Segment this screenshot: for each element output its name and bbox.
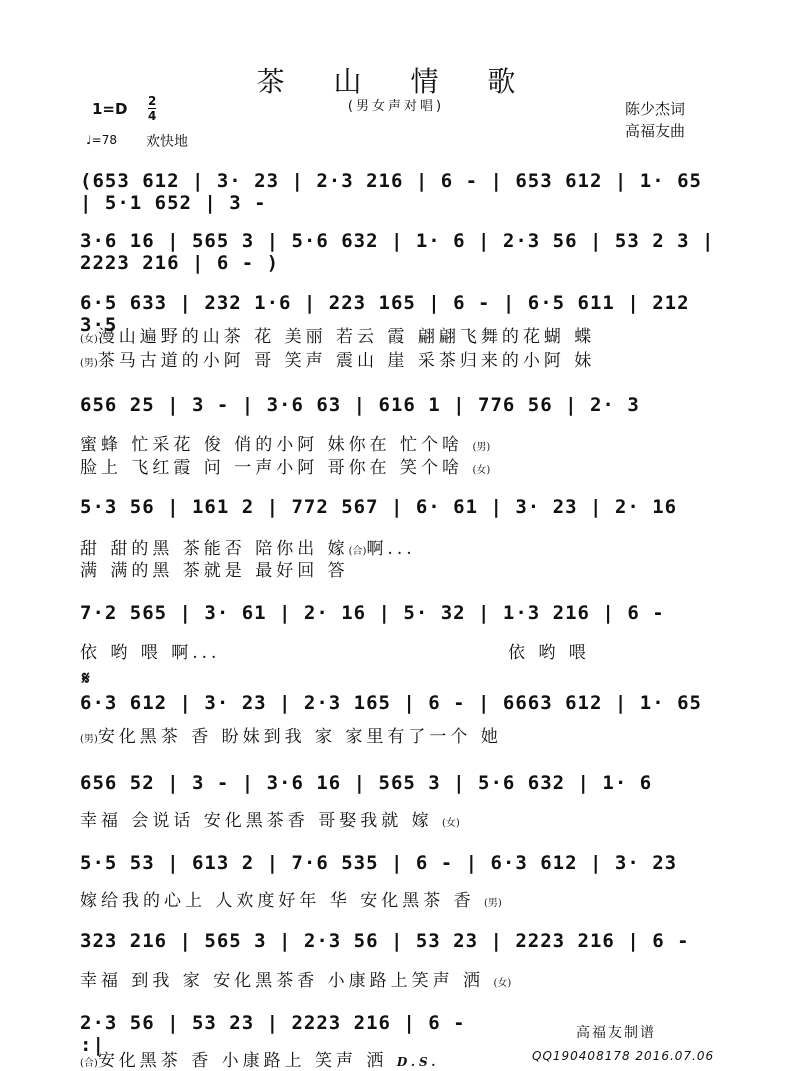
lyric-line [80,966,511,991]
lyric-line [80,806,460,831]
staff-line-1 [80,158,720,214]
tempo-word: 欢快地 [146,134,188,150]
staff-line-7 [80,680,720,728]
lyric-line [80,638,220,663]
lyric-line [508,638,590,663]
lyric-text: 安化黑茶 香 小康路上 笑声 洒 [97,1051,388,1071]
time-numerator: 2 [148,94,157,108]
role-label: (女) [472,465,491,476]
lyric-line [80,346,595,371]
lyric-text: 幸福 到我 家 安化黑茶香 小康路上笑声 洒 [80,971,485,991]
arranger-signature: 高福友制谱 [576,1025,656,1041]
dal-segno-mark: D.S. [396,1055,440,1069]
composer: 高福友曲 [625,122,686,140]
notation: 656 52 | 3 - | 3·6 16 | 565 3 | 5·6 632 | 1· 6 [80,772,653,794]
role-label: (女) [442,818,460,829]
notation: 656 25 | 3 - | 3·6 63 | 616 1 | 776 56 | 2· 3 [80,394,640,416]
notation: 7·2 565 | 3· 61 | 2· 16 | 5· 32 | 1·3 216 | 6 - [80,602,665,624]
time-denominator: 4 [148,109,157,123]
notation: 2·3 56 | 53 23 | 2223 216 | 6 - :| [80,1012,466,1056]
notation: 6·5 633 | 232 1·6 | 223 165 | 6 - | 6·5 611 | 212 3·5 [80,292,690,336]
segno-sign: 𝄋 [82,668,90,689]
notation: 3·6 16 | 565 3 | 5·6 632 | 1· 6 | 2·3 56 | 53 2 3 | 2223 216 | 6 - ) [80,230,715,274]
role-label: (合) [80,1058,98,1069]
staff-line-5 [80,484,720,532]
staff-line-11 [80,1000,500,1056]
lyric-text: 脸上 飞红霞 问 一声小阿 哥你在 笑个啥 [80,458,464,478]
notation: 5·3 56 | 161 2 | 772 567 | 6· 61 | 3· 23 | 2· 16 [80,496,678,518]
lyric-text: 安化黑茶 香 盼妹到我 家 家里有了一个 她 [97,727,502,747]
lyric-text: 满 满的黑 茶就是 最好回 答 [80,561,349,581]
lyric-text: 茶马古道的小阿 哥 笑声 震山 崖 采茶归来的小阿 妹 [97,351,596,371]
staff-line-2 [80,218,720,274]
tempo-mark: ♩=78 [86,133,117,147]
staff-line-8 [80,760,720,808]
lyric-line [80,1046,439,1071]
staff-line-9 [80,840,720,888]
notation: 6·3 612 | 3· 23 | 2·3 165 | 6 - | 6663 612 | 1· 65 [80,692,702,714]
staff-line-6 [80,590,720,638]
key-signature: 1=D [92,100,128,118]
lyric-text: 漫山遍野的山茶 花 美丽 若云 霞 翩翩飞舞的花蝴 蝶 [97,327,596,347]
staff-line-3 [80,280,720,336]
staff-line-10 [80,918,720,966]
lyric-line [80,886,502,911]
lyric-text: 蜜蜂 忙采花 俊 俏的小阿 妹你在 忙个啥 [80,435,464,455]
lyric-line [80,722,502,747]
lyric-line [80,430,490,455]
lyric-line [80,556,349,581]
lyric-text: 甜 甜的黑 茶能否 陪你出 嫁 [80,539,349,559]
lyricist: 陈少杰词 [625,100,686,118]
staff-line-4 [80,382,720,430]
lyric-tail: 啊... [366,539,416,559]
page-title: 茶 山 情 歌 [256,65,536,98]
notation: 323 216 | 565 3 | 2·3 56 | 53 23 | 2223 216 | 6 - [80,930,690,952]
contact-and-date: QQ190408178 2016.07.06 [532,1049,715,1063]
lyric-text: 嫁给我的心上 人欢度好年 华 安化黑茶 香 [80,891,475,911]
role-label: (男) [80,734,98,745]
role-label: (男) [484,898,502,909]
lyric-text: 依 哟 喂 啊... [80,643,221,663]
time-signature [148,94,156,123]
lyric-line [80,453,490,478]
notation: 5·5 53 | 613 2 | 7·6 535 | 6 - | 6·3 612 | 3· 23 [80,852,678,874]
role-label: (女) [80,334,98,345]
lyric-tail: 依 哟 喂 [508,643,590,663]
role-label: (合) [348,546,367,557]
notation: (653 612 | 3· 23 | 2·3 216 | 6 - | 653 612 | 1· 65 | 5·1 652 | 3 - [80,170,702,214]
lyric-text: 幸福 会说话 安化黑茶香 哥娶我就 嫁 [80,811,433,831]
role-label: (男) [80,358,98,369]
subtitle: (男女声对唱) [347,99,445,114]
lyric-line [80,322,595,347]
role-label: (女) [493,978,512,989]
role-label: (男) [472,442,491,453]
